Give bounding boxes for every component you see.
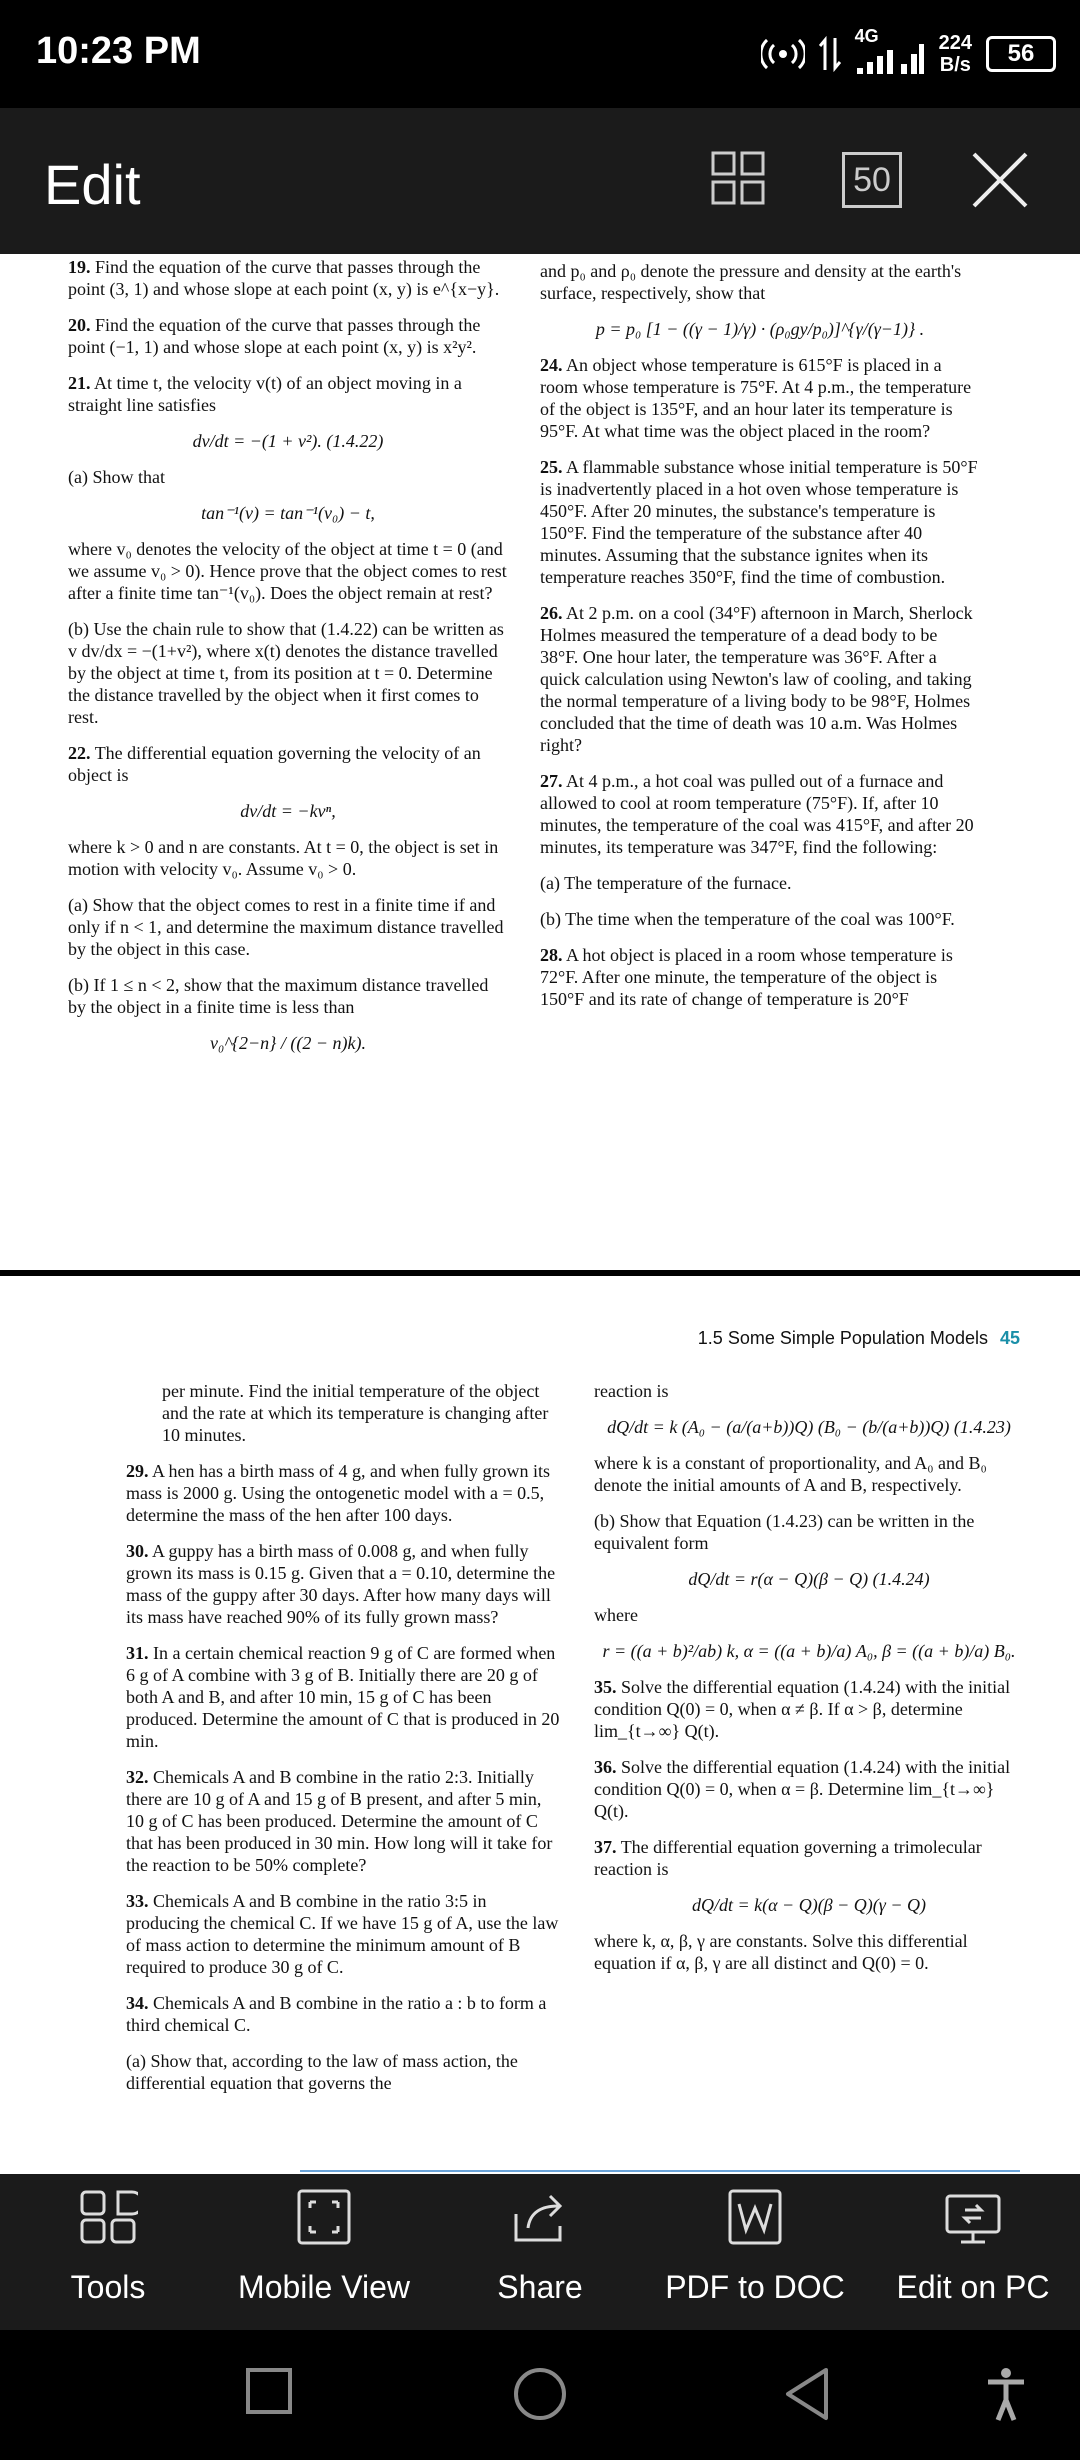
- cellular-signal: [854, 26, 925, 76]
- equation: dv/dt = −(1 + v²). (1.4.22): [192, 431, 384, 451]
- desktop-icon: [943, 2188, 1003, 2246]
- list-item: 35. Solve the differential equation (1.4.24) with the initial condition Q(0) = 0, when α ≠ β. If α > β, determine lim_{t→∞} Q(t).: [594, 1677, 1011, 1741]
- word-icon: [725, 2188, 785, 2246]
- network-type: 4G: [854, 26, 879, 46]
- editor-top-bar: [0, 108, 1080, 254]
- sub-item: (b) Use the chain rule to show that (1.4.22) can be written as v dv/dx = −(1+v²), where x(t) denotes the distance travelled by the object at time t, from its position at t = 0. Determine the distance travelled by the object when it first comes to rest.: [68, 619, 504, 727]
- mobile-view-label: Mobile View: [238, 2269, 410, 2305]
- grid-view-button[interactable]: [710, 150, 766, 211]
- network-speed-unit: B/s: [939, 54, 971, 76]
- back-button[interactable]: [782, 2366, 832, 2427]
- equation: p = p₀ [1 − ((γ − 1)/γ) · (ρ₀gy/p₀)]^{γ/(γ−1)} .: [595, 319, 925, 339]
- running-head-title: 1.5 Some Simple Population Models: [697, 1328, 988, 1348]
- page-number: 45: [999, 1328, 1020, 1348]
- share-button[interactable]: [480, 2188, 600, 2306]
- equation: dv/dt = −kvⁿ,: [240, 801, 336, 821]
- share-icon: [510, 2188, 570, 2246]
- list-item: 21. At time t, the velocity v(t) of an object moving in a straight line satisfies: [68, 373, 462, 415]
- status-time: 10:23 PM: [36, 30, 201, 72]
- list-item: 19. Find the equation of the curve that passes through the point (3, 1) and whose slope at each point (x, y) is e^{x−y}.: [68, 257, 500, 299]
- sub-text: reaction is: [594, 1381, 669, 1401]
- close-button[interactable]: [970, 150, 1030, 215]
- mobile-view-icon: [294, 2188, 354, 2246]
- list-item: 34. Chemicals A and B combine in the ratio a : b to form a third chemical C.: [126, 1993, 547, 2035]
- recents-button[interactable]: [244, 2366, 294, 2421]
- equation: dQ/dt = k(α − Q)(β − Q)(γ − Q): [691, 1895, 927, 1915]
- back-icon: [782, 2366, 832, 2422]
- page-title: Edit: [44, 153, 141, 216]
- sub-text: and p₀ and ρ₀ denote the pressure and density at the earth's surface, respectively, show that: [540, 261, 962, 303]
- share-label: Share: [497, 2269, 583, 2305]
- grid-view-icon: [710, 150, 766, 206]
- sub-item: (b) The time when the temperature of the coal was 100°F.: [540, 909, 955, 929]
- sub-item: (a) Show that: [68, 467, 165, 487]
- list-item: 22. The differential equation governing the velocity of an object is: [68, 743, 481, 785]
- status-icons: [761, 26, 1056, 82]
- page-count-button[interactable]: [842, 152, 902, 208]
- list-item: 32. Chemicals A and B combine in the ratio 2:3. Initially there are 10 g of A and 15 g of B present, and after 5 min, 10 g of C has been produced. Determine the amount of C that has been produced in 30 min. How long will it take for the reaction to be 50% complete?: [126, 1767, 553, 1875]
- system-nav-bar: [0, 2330, 1080, 2460]
- equation: tan⁻¹(v) = tan⁻¹(v₀) − t,: [201, 503, 375, 523]
- sub-item: (b) Show that Equation (1.4.23) can be written in the equivalent form: [594, 1511, 975, 1553]
- list-item: 33. Chemicals A and B combine in the ratio 3:5 in producing the chemical C. If we have 15 g of A, use the law of mass action to determine the minimum amount of B required to produce 30 g of C.: [126, 1891, 559, 1977]
- list-item: 31. In a certain chemical reaction 9 g of C are formed when 6 g of A combine with 3 g of B. Initially there are 20 g of both A and B, and after 10 min, 15 g of C has been produced. Determine the amount of C that is produced in 20 min.: [126, 1643, 560, 1751]
- tools-button[interactable]: [48, 2188, 168, 2306]
- signal-bars-icon: [855, 32, 925, 76]
- sub-text: per minute. Find the initial temperature of the object and the rate at which its temperature is changing after 10 minutes.: [162, 1381, 549, 1445]
- list-item: 30. A guppy has a birth mass of 0.008 g, and when fully grown its mass is 0.15 g. Given that a = 0.10, determine the mass of the guppy after 30 days. After how many days will its mass have reached 90% of its fully grown mass?: [126, 1541, 556, 1627]
- sub-text: where: [594, 1605, 638, 1625]
- sub-text: where v₀ denotes the velocity of the object at time t = 0 (and we assume v₀ > 0). Hence prove that the object comes to rest after a finite time tan⁻¹(v₀). Does the object remain at rest?: [68, 539, 507, 603]
- accessibility-button[interactable]: [986, 2366, 1026, 2427]
- list-item: 27. At 4 p.m., a hot coal was pulled out of a furnace and allowed to cool at room temperature (75°F). If, after 10 minutes, the temperature of the coal was 415°F, and after 20 minutes, its temperature was 347°F, find the following:: [540, 771, 974, 857]
- list-item: 24. An object whose temperature is 615°F is placed in a room whose temperature is 75°F. At 4 p.m., the temperature of the object is 135°F, and an hour later its temperature is 95°F. At what time was the object placed in the room?: [540, 355, 972, 441]
- edit-on-pc-button[interactable]: [888, 2188, 1058, 2306]
- document-page-2[interactable]: [0, 1276, 1080, 2174]
- sub-text: where k > 0 and n are constants. At t = 0, the object is set in motion with velocity v₀. Assume v₀ > 0.: [68, 837, 499, 879]
- text-selection-line: [300, 2170, 1020, 2172]
- hotspot-icon: [761, 37, 805, 71]
- status-bar: [0, 0, 1080, 108]
- list-item: 37. The differential equation governing a trimolecular reaction is: [594, 1837, 982, 1879]
- pdf-to-doc-button[interactable]: [660, 2188, 850, 2306]
- equation: v₀^{2−n} / ((2 − n)k).: [210, 1033, 366, 1053]
- list-item: 36. Solve the differential equation (1.4.24) with the initial condition Q(0) = 0, when α = β. Determine lim_{t→∞} Q(t).: [594, 1757, 1011, 1821]
- sub-item: (a) Show that the object comes to rest in a finite time if and only if n < 1, and determine the maximum distance travelled by the object in this case.: [68, 895, 504, 959]
- tools-label: Tools: [70, 2269, 146, 2305]
- equation: dQ/dt = k (A₀ − (a/(a+b))Q) (B₀ − (b/(a+b))Q) (1.4.23): [607, 1417, 1011, 1437]
- edit-on-pc-label: Edit on PC: [896, 2269, 1050, 2305]
- list-item: 28. A hot object is placed in a room whose temperature is 72°F. After one minute, the temperature of the object is 150°F and its rate of change of temperature is 20°F: [540, 945, 953, 1009]
- sub-item: (a) The temperature of the furnace.: [540, 873, 792, 893]
- mobile-view-button[interactable]: [224, 2188, 424, 2306]
- bottom-toolbar: [0, 2174, 1080, 2330]
- sub-item: (b) If 1 ≤ n < 2, show that the maximum distance travelled by the object in a finite time is less than: [68, 975, 489, 1017]
- data-transfer-icon: [819, 36, 841, 72]
- home-button[interactable]: [512, 2366, 568, 2427]
- list-item: 20. Find the equation of the curve that passes through the point (−1, 1) and whose slope at each point (x, y) is x²y².: [68, 315, 481, 357]
- recents-icon: [244, 2366, 294, 2416]
- close-icon: [970, 150, 1030, 210]
- running-head: [698, 1328, 1020, 1349]
- tools-icon: [78, 2188, 138, 2246]
- home-icon: [512, 2366, 568, 2422]
- network-speed: [939, 32, 972, 76]
- battery-indicator: 56: [986, 36, 1056, 72]
- equation: r = ((a + b)²/ab) k, α = ((a + b)/a) A₀, β = ((a + b)/a) B₀.: [602, 1641, 1016, 1661]
- sub-text: where k is a constant of proportionality, and A₀ and B₀ denote the initial amounts of A and B, respectively.: [594, 1453, 987, 1495]
- page-count-icon: 50: [853, 160, 891, 199]
- sub-text: where k, α, β, γ are constants. Solve this differential equation if α, β, γ are all distinct and Q(0) = 0.: [594, 1931, 968, 1973]
- pdf-to-doc-label: PDF to DOC: [665, 2269, 845, 2305]
- list-item: 25. A flammable substance whose initial temperature is 50°F is inadvertently placed in a hot oven whose temperature is 450°F. After 20 minutes, the substance's temperature is 150°F. Find the temperature of the substance after 40 minutes. Assuming that the substance ignites when its temperature reaches 350°F, find the time of combustion.: [540, 457, 978, 587]
- list-item: 29. A hen has a birth mass of 4 g, and when fully grown its mass is 2000 g. Using the ontogenetic model with a = 0.5, determine the mass of the hen after 100 days.: [126, 1461, 550, 1525]
- accessibility-icon: [986, 2366, 1026, 2422]
- document-page-1[interactable]: [0, 254, 1080, 1270]
- sub-item: (a) Show that, according to the law of mass action, the differential equation that governs the: [126, 2051, 518, 2093]
- network-speed-value: 224: [938, 32, 972, 54]
- list-item: 26. At 2 p.m. on a cool (34°F) afternoon in March, Sherlock Holmes measured the temperature of a dead body to be 38°F. One hour later, the temperature was 36°F. After a quick calculation using Newton's law of cooling, and taking the normal temperature of a living body to be 98°F, Holmes concluded that the time of death was 10 a.m. Was Holmes right?: [540, 603, 973, 755]
- equation: dQ/dt = r(α − Q)(β − Q) (1.4.24): [688, 1569, 930, 1589]
